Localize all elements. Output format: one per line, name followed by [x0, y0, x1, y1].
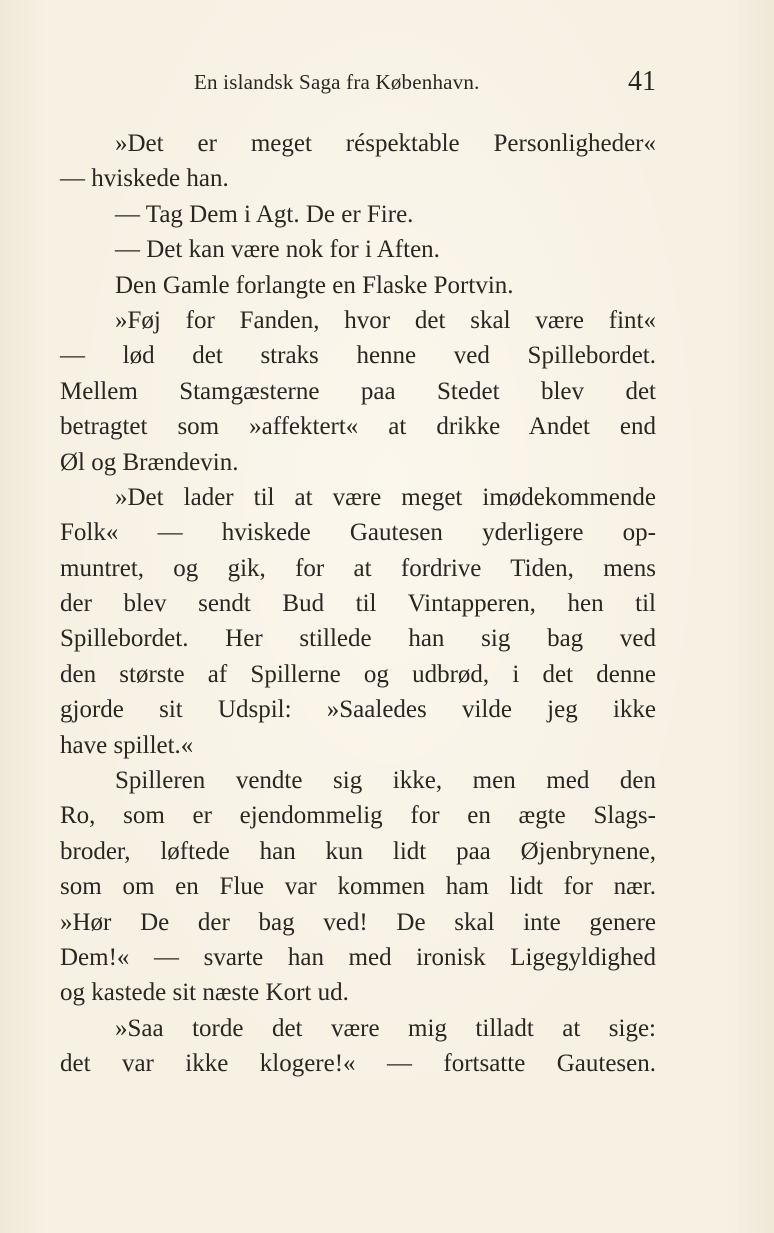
text-line: betragtet som »affektert« at drikke Andet end	[60, 413, 656, 441]
text-line: broder, løftede han kun lidt paa Øjenbrynene,	[60, 837, 656, 865]
text-line: »Hør De der bag ved! De skal inte genere	[60, 908, 656, 936]
body-text	[60, 126, 656, 1082]
running-head	[60, 66, 656, 100]
text-line: og kastede sit næste Kort ud.	[60, 979, 349, 1007]
text-line: muntret, og gik, for at fordrive Tiden, mens	[60, 554, 656, 582]
text-line: Mellem Stamgæsterne paa Stedet blev det	[60, 377, 656, 405]
text-line: Øl og Brændevin.	[60, 448, 239, 476]
text-line: som om en Flue var kommen ham lidt for nær.	[60, 873, 656, 901]
text-line: — hviskede han.	[60, 165, 229, 193]
text-line: »Føj for Fanden, hvor det skal være fint«	[115, 306, 656, 334]
page-number: 41	[628, 66, 656, 97]
text-line: »Det er meget réspektable Personligheder«	[115, 130, 656, 157]
text-line: Spilleren vendte sig ikke, men med den	[115, 767, 656, 795]
text-line: det var ikke klogere!« — fortsatte Gautesen.	[60, 1050, 656, 1078]
text-line: den største af Spillerne og udbrød, i det denne	[60, 660, 656, 688]
text-line: Den Gamle forlangte en Flaske Portvin.	[115, 271, 514, 299]
text-line: »Det lader til at være meget imødekommende	[115, 483, 656, 511]
text-line: der blev sendt Bud til Vintapperen, hen til	[60, 590, 656, 618]
text-line: Ro, som er ejendommelig for en ægte Slags-	[60, 802, 656, 830]
text-line: »Saa torde det være mig tilladt at sige:	[115, 1014, 656, 1042]
text-line: gjorde sit Udspil: »Saaledes vilde jeg ikke	[60, 696, 656, 724]
text-line: have spillet.«	[60, 731, 194, 759]
text-line: Spillebordet. Her stillede han sig bag ved	[60, 625, 656, 653]
text-line: Folk« — hviskede Gautesen yderligere op-	[60, 519, 656, 547]
text-line: — Tag Dem i Agt. De er Fire.	[115, 200, 414, 228]
text-line: — lød det straks henne ved Spillebordet.	[60, 342, 656, 370]
text-line: Dem!« — svarte han med ironisk Ligegyldighed	[60, 943, 656, 971]
running-title: En islandsk Saga fra København.	[194, 70, 480, 94]
text-line: — Det kan være nok for i Aften.	[115, 236, 440, 264]
